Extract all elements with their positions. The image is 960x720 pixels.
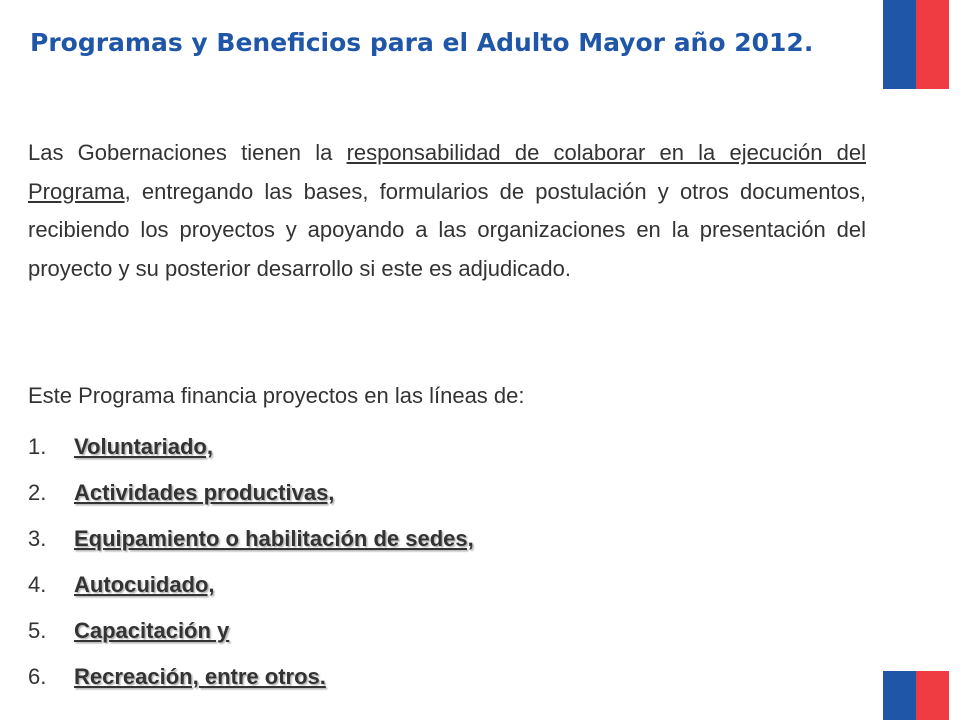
flag-stripe-blue [883,671,916,720]
list-item-text: Autocuidado, [74,572,215,597]
paragraph-text-start: Las Gobernaciones tienen la [28,140,347,165]
list-item-text: Actividades productivas, [74,480,335,505]
list-item [28,654,474,700]
list-item-number: 5. [28,618,47,643]
list-item-number: 1. [28,434,47,459]
list-item [28,608,474,654]
list-item-text: Capacitación y [74,618,230,643]
list-item [28,562,474,608]
flag-stripe-red [916,0,949,89]
list-item-number: 6. [28,664,47,689]
list-intro: Este Programa financia proyectos en las líneas de: [28,383,525,408]
flag-stripe-bottom [883,671,949,720]
program-lines-list [28,424,474,700]
list-item-text: Recreación, entre otros. [74,664,326,689]
list-item [28,516,474,562]
paragraph-text-end: , entregando las bases, formularios de postulación y otros documentos, recibiendo los proyectos y apoyando a las organizaciones en la presentación del proyecto y su posterior desarrollo si este es adjudicado. [28,178,866,281]
list-item-text: Equipamiento o habilitación de sedes, [74,526,474,551]
body-paragraph [28,134,866,288]
list-item-number: 2. [28,480,47,505]
list-item-number: 3. [28,526,47,551]
flag-stripe-red [916,671,949,720]
paragraph-underlined-text: responsabilidad de colaborar en la ejecución del Programa [28,140,866,204]
slide-title: Programas y Beneficios para el Adulto Mayor año 2012. [30,28,814,57]
list-item [28,424,474,470]
flag-stripe-blue [883,0,916,89]
list-item-text: Voluntariado, [74,434,213,459]
flag-stripe-top [883,0,949,89]
list-item [28,470,474,516]
list-item-number: 4. [28,572,47,597]
